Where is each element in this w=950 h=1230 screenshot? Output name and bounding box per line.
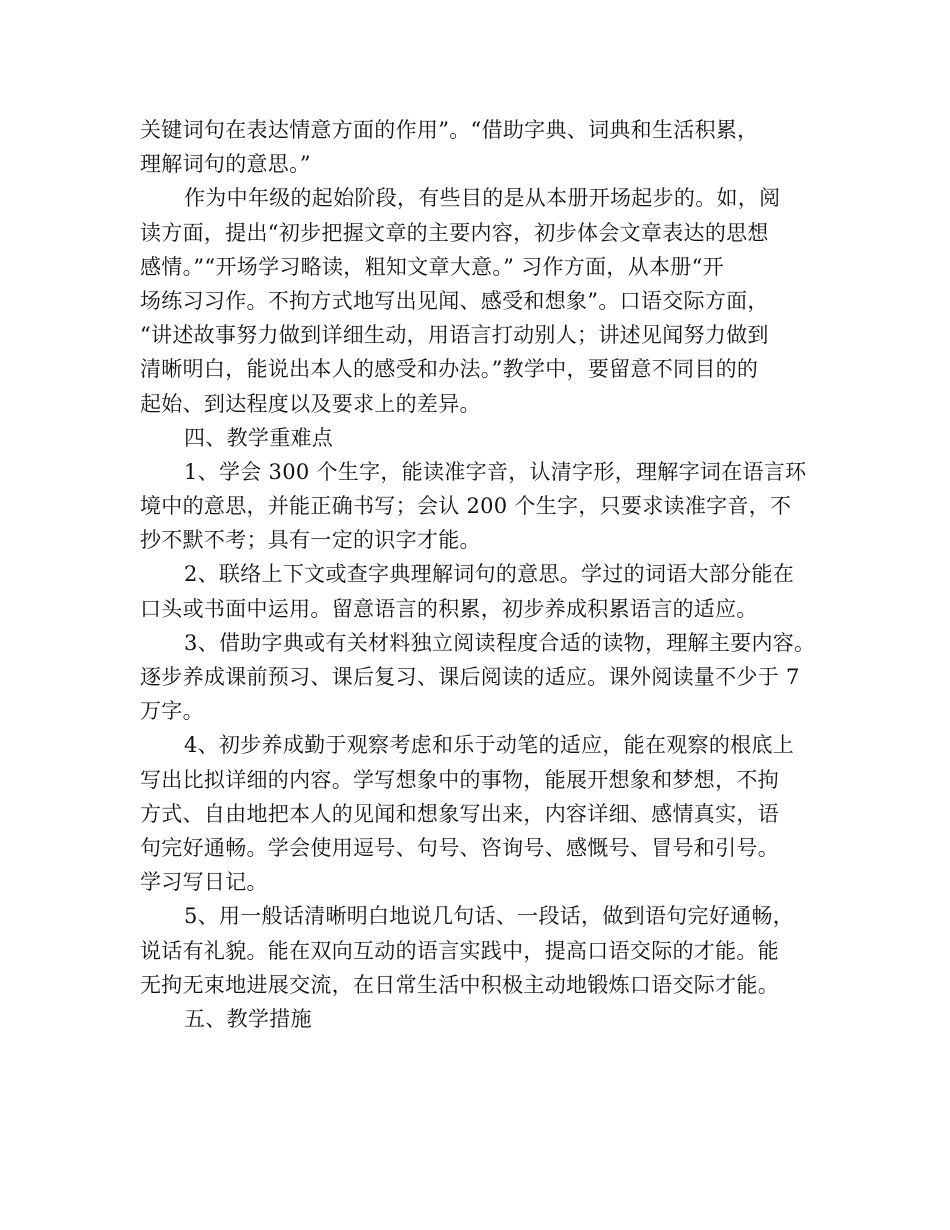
text-line: 方式、自由地把本人的见闻和想象写出来，内容详细、感情真实，语 <box>140 801 779 826</box>
text-line: 四、教学重难点 <box>184 425 334 450</box>
text-line: 场练习习作。不拘方式地写出见闻、感受和想象”。口语交际方面， <box>140 288 769 313</box>
text-line: 无拘无束地进展交流，在日常生活中积极主动地锻炼口语交际才能。 <box>140 972 779 997</box>
text-line: 关键词句在表达情意方面的作用”。“借助字典、词典和生活积累， <box>140 118 759 142</box>
text-line: 句完好通畅。学会使用逗号、句号、咨询号、感慨号、冒号和引号。 <box>140 835 779 860</box>
document-body <box>140 113 820 1036</box>
text-line: “讲述故事努力做到详细生动，用语言打动别人；讲述见闻努力做到 <box>140 323 769 348</box>
text-line: 境中的意思，并能正确书写；会认 200 个生字，只要求读准字音，不 <box>140 494 792 519</box>
text-line: 学习写日记。 <box>140 870 268 895</box>
text-line: 起始、到达程度以及要求上的差异。 <box>140 391 481 416</box>
text-line: 抄不默不考；具有一定的识字才能。 <box>140 528 481 553</box>
text-line: 清晰明白，能说出本人的感受和办法。”教学中，要留意不同目的的 <box>140 357 759 382</box>
text-line: 写出比拟详细的内容。学写想象中的事物，能展开想象和梦想，不拘 <box>140 767 779 792</box>
text-line: 作为中年级的起始阶段，有些目的是从本册开场起步的。如，阅 <box>184 186 781 211</box>
text-line: 万字。 <box>140 699 204 724</box>
text-line: 5、用一般话清晰明白地说几句话、一段话，做到语句完好通畅， <box>184 904 795 929</box>
text-line: 1、学会 300 个生字，能读准字音，认清字形，理解字词在语言环 <box>184 459 807 484</box>
text-line: 感情。”“开场学习略读，粗知文章大意。” 习作方面，从本册“开 <box>140 254 724 279</box>
text-line: 口头或书面中运用。留意语言的积累，初步养成积累语言的适应。 <box>140 596 758 621</box>
text-line: 理解词句的意思。” <box>140 152 311 177</box>
text-line: 2、联络上下文或查字典理解词句的意思。学过的词语大部分能在 <box>184 562 795 587</box>
text-line: 4、初步养成勤于观察考虑和乐于动笔的适应，能在观察的根底上 <box>184 733 795 758</box>
text-line: 五、教学措施 <box>184 1006 312 1031</box>
text-line: 读方面，提出“初步把握文章的主要内容，初步体会文章表达的思想 <box>140 220 769 245</box>
text-line: 说话有礼貌。能在双向互动的语言实践中，提高口语交际的才能。能 <box>140 938 779 963</box>
text-line: 逐步养成课前预习、课后复习、课后阅读的适应。课外阅读量不少于 7 <box>140 665 800 689</box>
text-line: 3、借助字典或有关材料独立阅读程度合适的读物，理解主要内容。 <box>184 630 816 655</box>
